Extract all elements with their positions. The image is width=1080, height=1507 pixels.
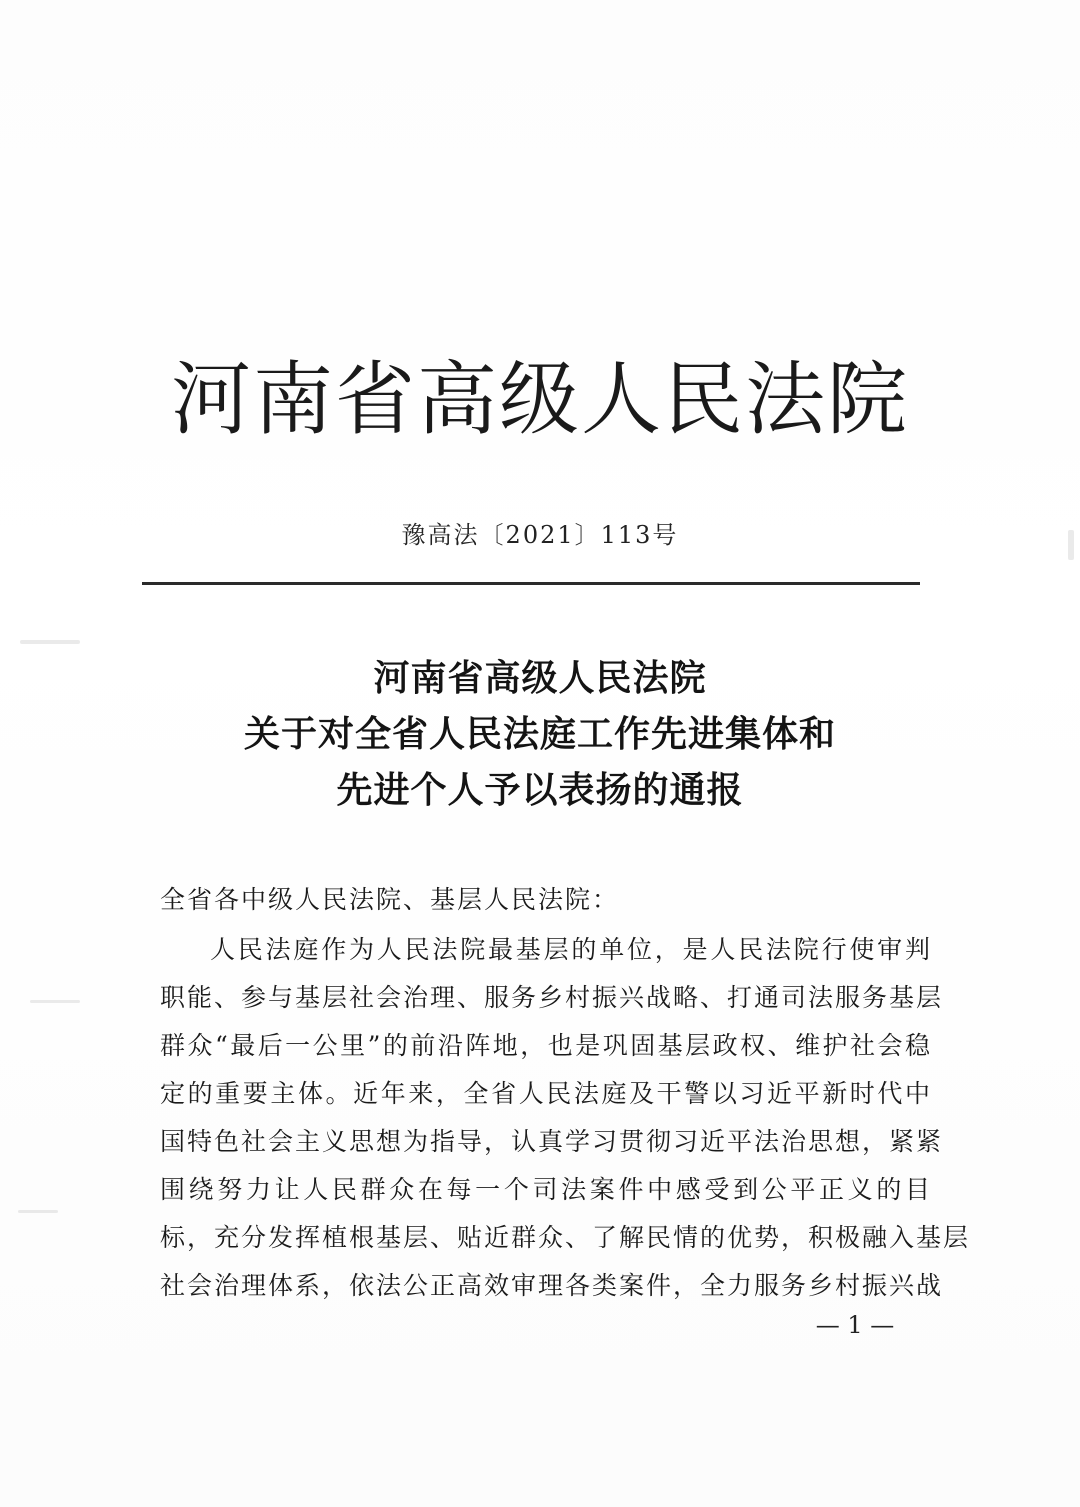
scan-artifact [20,640,80,644]
body-line: 社会治理体系，依法公正高效审理各类案件，全力服务乡村振兴战 [160,1271,944,1300]
page-number: — 1 — [815,1311,895,1339]
document-title [140,650,940,818]
scan-artifact [18,1210,58,1213]
body-line: 国特色社会主义思想为指导，认真学习贯彻习近平法治思想，紧紧 [160,1127,944,1156]
header-divider [142,582,920,585]
body-line: 围绕努力让人民群众在每一个司法案件中感受到公平正义的目 [160,1175,932,1204]
title-line: 关于对全省人民法庭工作先进集体和 [243,713,836,755]
body-line: 人民法庭作为人民法院最基层的单位，是人民法院行使审判 [210,935,932,964]
scan-artifact [30,1000,80,1003]
scan-artifact [1068,530,1074,560]
title-line: 先进个人予以表扬的通报 [336,769,744,811]
body-line: 定的重要主体。近年来，全省人民法庭及干警以习近平新时代中 [160,1079,932,1108]
title-line: 河南省高级人民法院 [373,657,707,699]
document-number: 豫高法〔2021〕113号 [401,521,679,549]
body-line: 群众“最后一公里”的前沿阵地，也是巩固基层政权、维护社会稳 [160,1031,932,1060]
salutation: 全省各中级人民法院、基层人民法院： [160,885,620,914]
issuer-heading: 河南省高级人民法院 [171,353,909,446]
body-line: 职能、参与基层社会治理、服务乡村振兴战略、打通司法服务基层 [160,983,944,1012]
body-line: 标，充分发挥植根基层、贴近群众、了解民情的优势，积极融入基层 [160,1223,971,1252]
